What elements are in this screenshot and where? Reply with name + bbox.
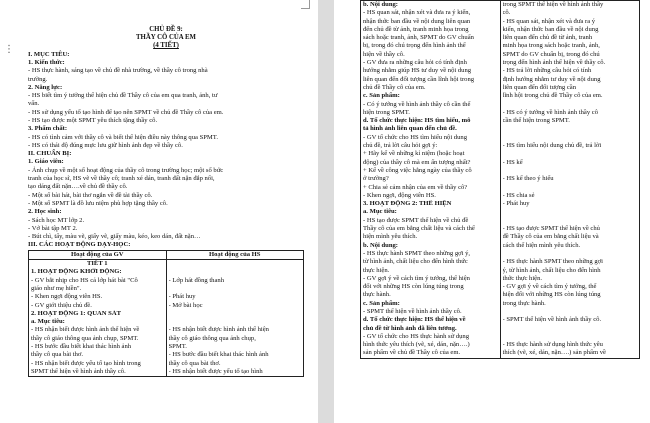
text-line: - Phát huy [168,293,196,301]
text-line: trong thực hành. [502,299,546,307]
text-line: bị, trong đó chú trọng đến hình ảnh thể [363,42,466,50]
text-line: sách hoặc tranh, ảnh, SPMT do GV chuẩn [363,34,474,42]
text-line [503,150,638,158]
text-line: liên quan đến chủ đề từ ảnh, tranh [502,34,593,42]
text-line: ý, từ hình ảnh, chất liệu cho đến hình [502,266,601,274]
lesson-header [28,26,304,51]
text-line: - HS sử dụng yếu tố tạo hình để tạo nên SPMT về chủ đề Thầy cô của em. [28,108,224,116]
text-line: trong SPMT thể hiện về hình ảnh thầy [502,1,604,8]
section-heading: III. CÁC HOẠT ĐỘNG DẠY-HỌC: [28,241,131,249]
text-line: sản phẩm về chủ đề Thầy cô của em. [363,349,461,357]
text-line: - Bút chì, tẩy, màu vẽ, giấy vẽ, giấy màu, kéo, keo dán, đất nặn… [28,233,201,241]
gv-cell [361,1,501,359]
text-line: thầy cô giáo thông qua ảnh chụp, [168,334,256,342]
gv-cell [29,260,167,377]
section-heading: a. Mục tiêu: [31,318,65,326]
text-line: - GV tổ chức cho HS thực hành sử dụng [363,332,470,340]
text-line: minh họa trong sách hoặc tranh, ảnh, [502,42,600,50]
section-heading: 2. Năng lực: [28,83,63,91]
text-line: - Vở bài tập MT 2. [28,224,78,232]
text-line: - GV bắt nhịp cho HS cả lớp hát bài "Cô [31,276,138,284]
text-line: - HS nhận biết được yếu tố tạo hình [168,367,263,375]
text-line: - HS tạo được một SPMT yêu thích tặng thầy cô. [28,116,158,124]
text-line: đến chủ đề từ ảnh, tranh minh họa trong [363,25,469,33]
text-line: liên quan đến đối tượng cần lĩnh hội trong [363,75,475,83]
table-header-hs: Hoạt động của HS [166,250,304,259]
text-line [503,101,638,109]
section-heading: 2. Học sinh: [28,208,62,216]
text-line [503,325,638,333]
text-line: vấn. [28,100,40,108]
header-line: CHỦ ĐỀ 9: [149,26,183,33]
text-line: - HS kể [502,158,523,166]
text-line: thực hành. [363,291,391,299]
text-line: - HS tạo được SPMT thể hiện về chủ đề [363,216,469,224]
text-line [503,333,638,341]
section-heading: 2. HOẠT ĐỘNG 1: QUAN SÁT [31,309,122,317]
text-line: - Có ý tưởng về hình ảnh thầy cô cần thể [363,100,471,108]
text-line: kiến, nhận thức ban đầu về nội dung [502,25,599,33]
text-line: - GV gợi ý về cách tìm ý tưởng, thể hiện [363,274,470,282]
text-line: - HS biết tìm ý tưởng thể hiện chủ đề Thầy cô của em qua tranh, ảnh, tư [28,92,218,100]
text-line: - GV đưa ra những câu hỏi có tính định [363,59,467,67]
text-line: - Lớp hát đồng thanh [168,276,224,284]
text-line [503,184,638,192]
table-header-gv: Hoạt động của GV [29,250,167,259]
text-line [503,308,638,316]
text-line: hướng nhằm giúp HS tư duy về nội dung [363,67,472,75]
section-heading: c. Sản phẩm: [363,92,400,100]
text-line [169,310,302,318]
text-line: đối với những HS còn lúng túng trong [363,283,464,291]
lesson-body [28,51,304,250]
document-page-2 [334,0,650,423]
text-line [503,125,638,133]
text-line [169,268,302,276]
text-line: - HS có ý tưởng về hình ảnh thầy cô [502,108,599,116]
text-line: - HS nhận biết được yếu tố tạo hình trong [31,359,141,367]
header-line: (4 TIẾT) [153,42,179,50]
text-line: - Khen ngợi động viên HS. [31,293,103,301]
section-heading: c. Sản phẩm: [363,299,400,307]
text-line: Thầy cô của em bằng chất liệu và cách thể [363,225,475,233]
text-line: cách thể hiện mình yêu thích. [502,241,581,249]
section-heading: I. MỤC TIÊU: [28,50,70,58]
text-line [169,318,302,326]
text-line: - Ảnh chụp về một số hoạt động của thầy cô trong trường học; một số bức [28,166,224,174]
text-line: - Khen ngợi, động viên HS. [363,191,436,199]
hs-cell [500,1,640,359]
text-line: liên quan đến đối tượng cần [502,83,577,91]
text-line: đề Thầy cô của em bằng chất liệu và [502,233,599,241]
text-line: - HS thực hành SPMT theo những gợi ý, [363,249,471,257]
section-heading: d. Tổ chức thực hiện: HS tìm hiểu, mô [363,117,471,125]
text-line [503,134,638,142]
text-line: cô. [502,9,511,17]
text-line: giáo như mẹ hiền". [31,284,82,292]
section-heading: TIẾT 1 [86,260,108,268]
table-row [361,1,640,359]
text-line: trường. [28,75,48,83]
text-line: SPMT thể hiện về hình ảnh thầy cô. [31,367,126,375]
text-line: - HS thực hành sử dụng hình thức yêu [502,341,603,349]
text-line: động) của thầy cô mà em ấn tượng nhất? [363,158,471,166]
text-line: SPMT. [168,343,187,350]
text-line: + Chia sẻ cảm nhận của em về thầy cô? [363,183,468,191]
section-heading: b. Nội dung: [363,1,398,8]
text-line: thầy cô giáo thông qua ảnh chụp, SPMT. [31,334,139,342]
section-heading: a. Mục tiêu: [363,208,397,216]
text-line: hiện đối với những HS còn lúng túng [502,291,601,299]
bullet-marker: ⋮ [4,44,14,55]
text-line: tranh của học sĩ, HS vẽ về thầy cô; tranh xé dán, tranh đất nặn đắp nổi, [28,175,215,183]
text-line: hiện trong SPMT. [363,108,410,116]
text-line: - GV gợi ý về cách tìm ý tưởng, thể [502,283,597,291]
text-line: trọng đến hình ảnh thể hiện về thầy cô. [502,59,606,67]
text-line: - HS tạo được SPMT thể hiện về chủ [502,225,600,233]
text-line: thức thực hiện. [502,274,543,282]
text-line [503,167,638,175]
text-line: chủ đề Thầy cô của em. [363,83,426,91]
text-line: - Một số SPMT là đồ lưu niệm phù hợp tặng thầy cô. [28,199,168,207]
header-line: THẦY CÔ CỦA EM [136,34,196,42]
page-gap [318,0,334,423]
text-line: - SPMT thể hiện về hình ảnh thầy cô. [502,316,602,324]
text-line [169,260,302,268]
section-heading: d. Tổ chức thực hiện: HS thể hiện về [363,316,466,324]
section-heading: 3. Phẩm chất: [28,125,68,133]
text-line: hình thức yêu thích (vẽ, xé, dán, nặn….) [363,341,470,349]
text-line: - HS bước đầu biết khai thác hình ảnh [168,351,269,359]
text-line: - HS nhận biết được hình ảnh thể hiện [168,326,269,334]
activity-table [28,250,304,377]
section-heading: 3. HOẠT ĐỘNG 2: THỂ HIỆN [363,200,452,208]
table-row [29,260,304,377]
section-heading: b. Nội dung: [363,241,398,249]
text-line: + Hãy kể về những kỉ niệm (hoặc hoạt [363,150,465,158]
text-line: thầy cô qua bài thơ. [168,359,221,367]
text-line: - Phát huy [502,200,530,208]
text-line: - HS chia sẻ [502,191,535,199]
text-line: - HS quan sát, nhận xét và đưa ra ý [502,17,596,25]
text-line: + Kể về công việc hằng ngày của thầy cô [363,166,472,174]
text-line: thích (vẽ, xé, dán, nặn….) sản phẩm về [502,349,606,357]
text-line: - HS có tình cảm với thầy cô và biết thể hiện điều này thông qua SPMT. [28,133,218,141]
text-line: - HS có thái độ đúng mực lưu giữ hình ảnh đẹp về thầy cô. [28,141,183,149]
text-line: - HS thực hành SPMT theo những gợi [502,258,603,266]
text-line [503,217,638,225]
page-corner-mark [301,0,310,9]
text-line: thầy cô qua bài thơ. [31,351,84,359]
text-line: cần thể hiện trong SPMT. [502,117,570,125]
text-line: lĩnh hội trong chủ đề Thầy cô của em. [502,92,603,100]
text-line: định hướng nhằm tư duy về nội dung [502,75,601,83]
text-line [503,250,638,258]
section-heading: 1. Giáo viên: [28,158,64,166]
text-line: - HS thực hành, sáng tạo về chủ đề nhà trường, về thầy cô trong nhà [28,67,208,75]
text-line: hiện mình yêu thích. [363,233,418,241]
text-line: ở trường? [363,175,389,183]
text-line: - Sách học MT lớp 2. [28,216,85,224]
document-page-1 [0,0,318,423]
text-line: - HS kể theo ý hiểu [502,175,554,183]
text-line: - HS trả lời những câu hỏi có tính [502,67,592,75]
text-line: hiện về thầy cô. [363,50,405,58]
section-heading: 1. HOẠT ĐỘNG KHỞI ĐỘNG: [31,268,122,276]
text-line: tạo dáng đất nặn….về chủ đề thầy cô. [28,183,128,191]
text-line: - SPMT thể hiện về hình ảnh thầy cô. [363,307,462,315]
text-line: - HS quan sát, nhận xét và đưa ra ý kiến, [363,9,471,17]
text-line: chủ đề, trả lời câu hỏi gợi ý: [363,142,438,150]
hs-cell [166,260,304,377]
text-line: - HS tìm hiểu nội dung chủ đề, trả lời [502,142,602,150]
section-heading: tả hình ảnh liên quan đến chủ đề. [363,125,457,133]
section-heading: chủ đề từ hình ảnh đã liên tưởng. [363,324,457,332]
text-line [503,208,638,216]
text-line: - HS bước đầu biết khai thác hình ảnh [31,343,132,350]
activity-table-continued [360,0,640,359]
text-line: nhận thức ban đầu về nội dung liên quan [363,17,471,25]
text-line: - Một số bài hát, bài thơ ngắn về đề tài thầy cô. [28,191,153,199]
section-heading: 1. Kiến thức: [28,58,65,66]
text-line: - GV giới thiệu chủ đề. [31,301,92,309]
text-line: từ hình ảnh, chất liệu cho đến hình thức [363,258,468,266]
text-line: SPMT do GV chuẩn bị, trong đó chú [502,50,600,58]
text-line: - HS nhận biết được hình ảnh thể hiện về [31,326,140,334]
section-heading: II. CHUẨN BỊ: [28,150,72,158]
text-line: thực hiện. [363,266,390,274]
text-line: - GV tổ chức cho HS tìm hiểu nội dung [363,133,467,141]
text-line: - Mở bài học [168,301,203,309]
table-header-row [29,250,304,259]
text-line [169,285,302,293]
